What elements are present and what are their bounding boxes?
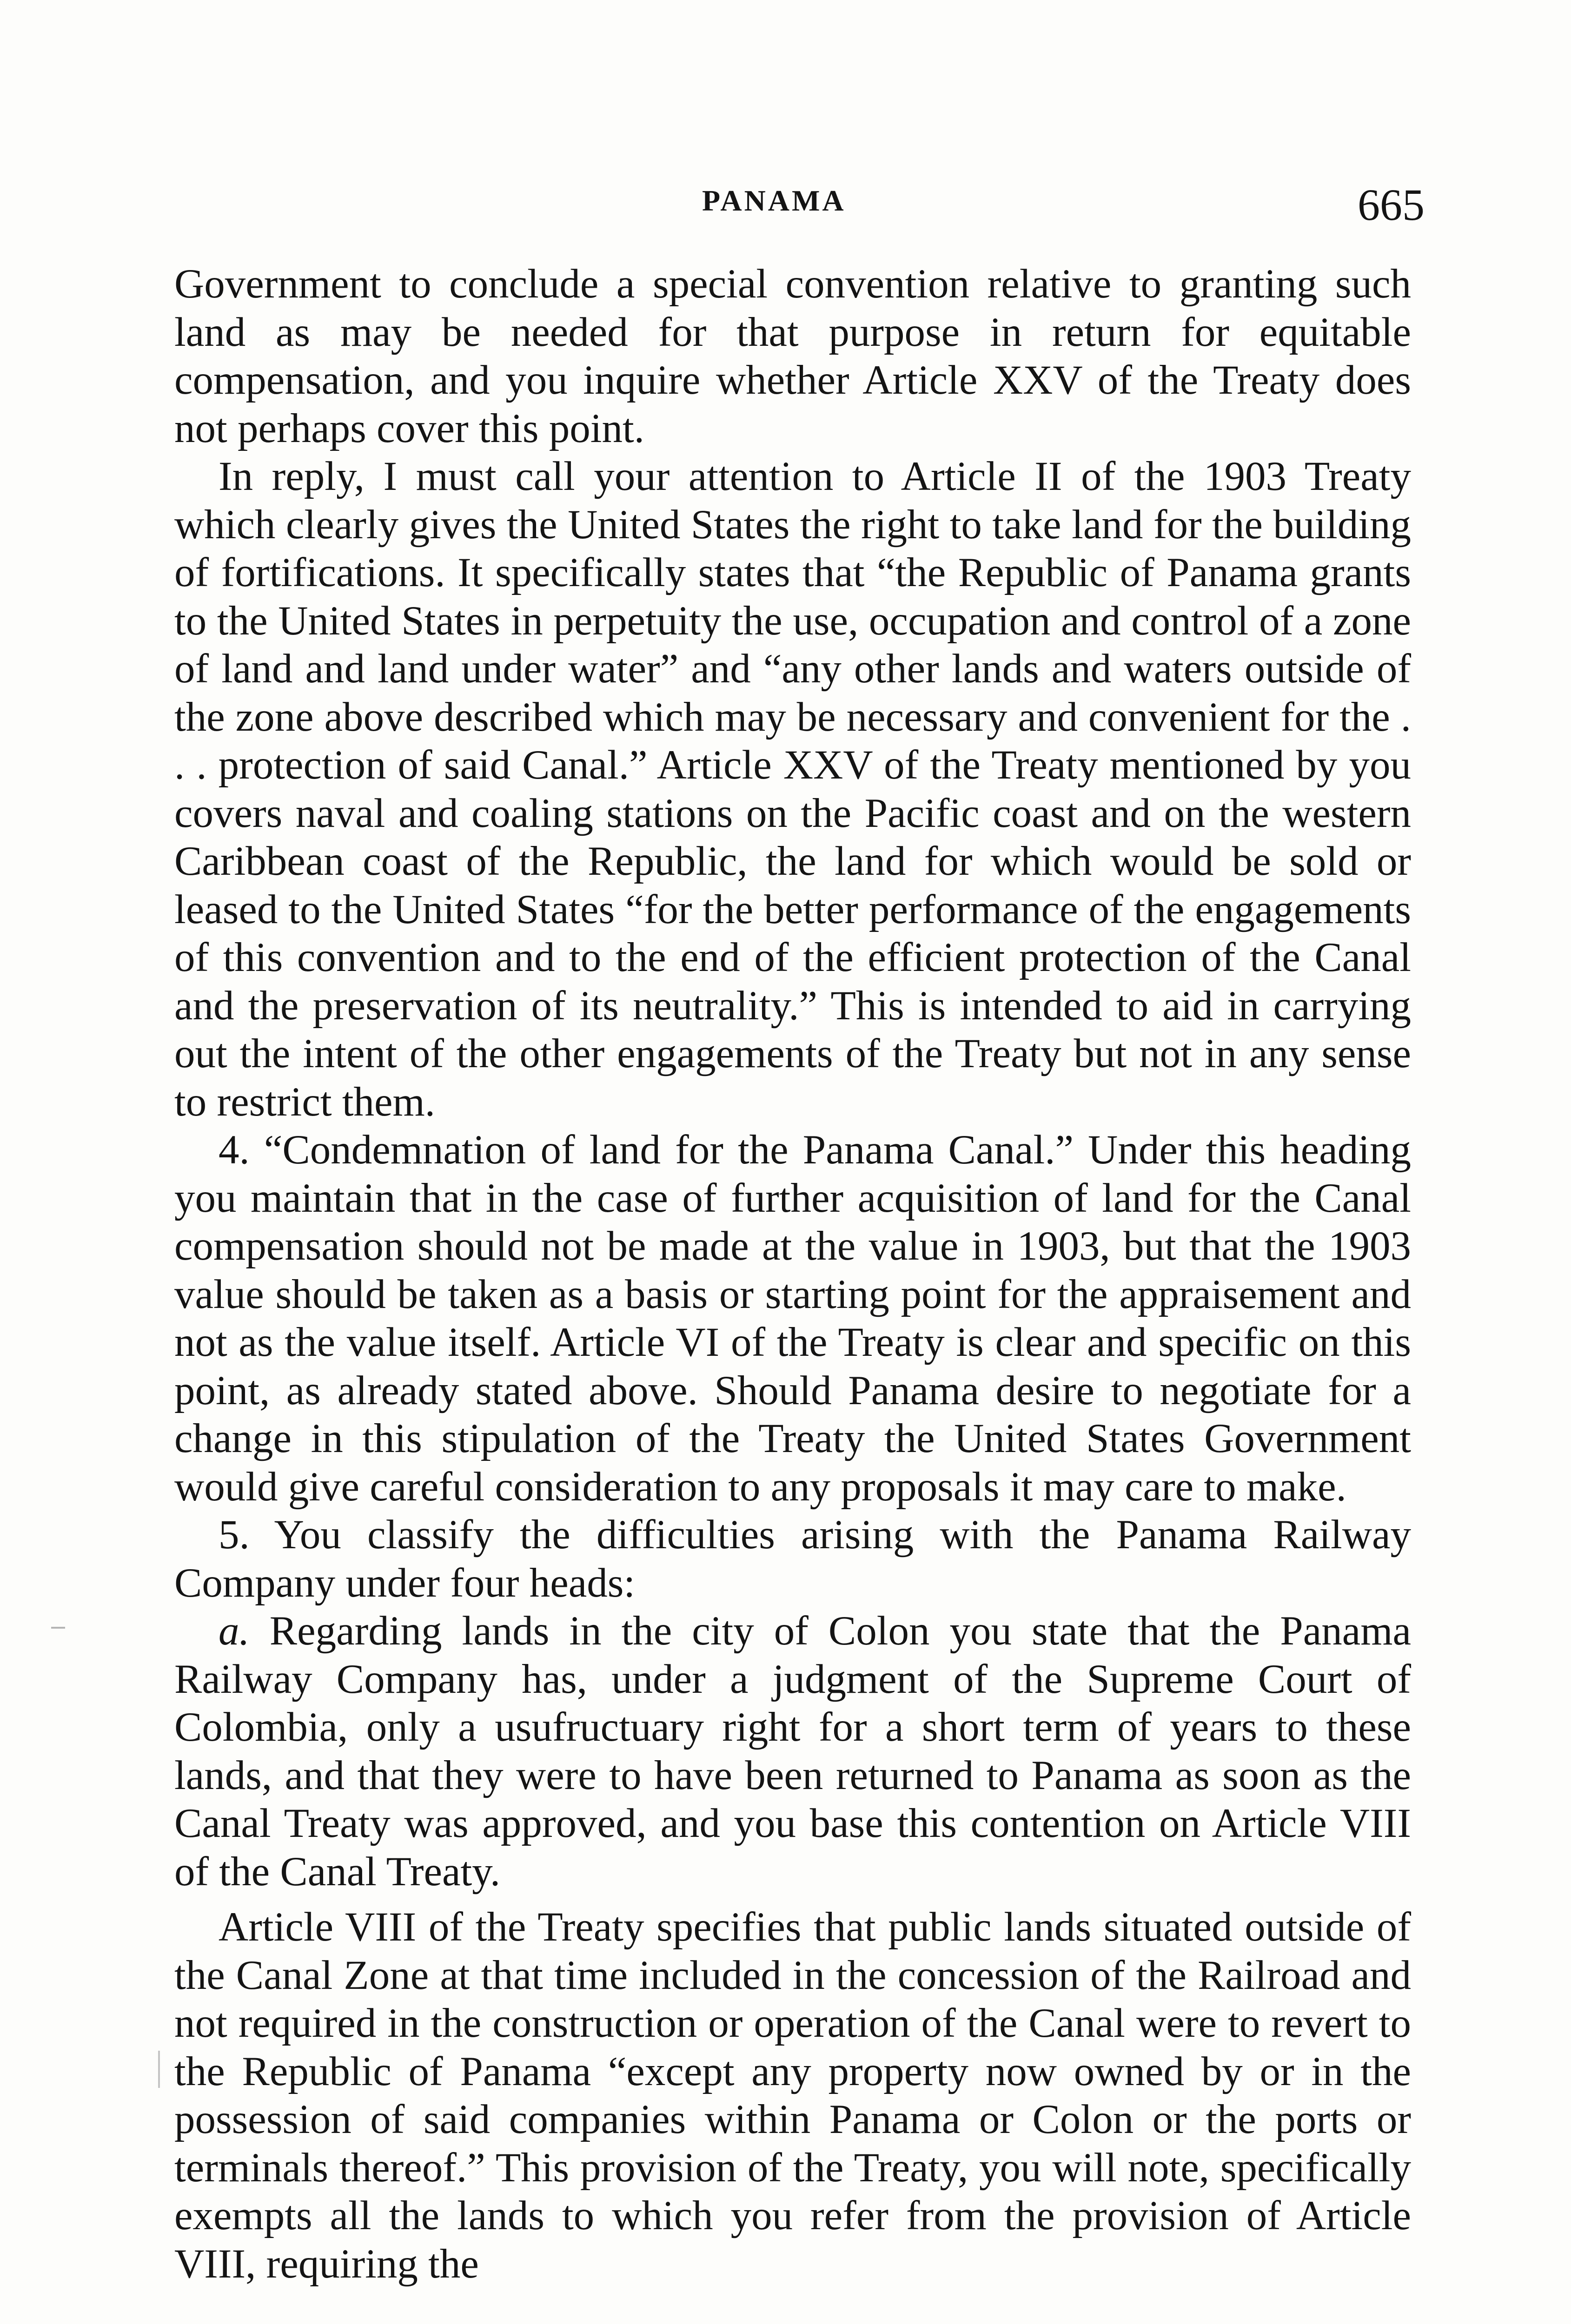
- paragraph-continuation: Government to conclude a special convention relative to granting such land as may be needed for that purpose in return for equitable compensation, and you inquire whether Article XXV of the Treaty does not perhaps cover this point.: [174, 261, 1411, 451]
- paragraph-reply: In reply, I must call your attention to Article II of the 1903 Treaty which clearly gives the United States the right to take land for the building of fortifications. It specifically states that “the Republic of Panama grants to the United States in perpetuity the use, occupation and control of a zone of land and land under water” and “any other lands and waters outside of the zone above described which may be necessary and convenient for the . . . protection of said Canal.” Article XXV of the Treaty mentioned by you covers naval and coaling stations on the Pacific coast and on the western Caribbean coast of the Republic, the land for which would be sold or leased to the United States “for the better performance of the engagements of this convention and to the end of the efficient protection of the Canal and the preservation of its neutrality.” This is intended to aid in carrying out the intent of the other engagements of the Treaty but not in any sense to restrict them.: [174, 454, 1411, 1125]
- paragraph-railway-heads: 5. You classify the difficulties arising with the Panama Railway Company under four heads:: [174, 1512, 1411, 1606]
- list-marker: a.: [219, 1608, 250, 1654]
- paragraph-condemnation: 4. “Condemnation of land for the Panama Canal.” Under this heading you maintain that in the case of further acquisition of land for the Canal compensation should not be made at the value in 1903, but that the 1903 value should be taken as a basis or starting point for the appraisement and not as the value itself. Article VI of the Treaty is clear and specific on this point, as already stated above. Should Panama desire to negotiate for a change in this stipulation of the Treaty the United States Government would give careful consideration to any proposals it may care to make.: [174, 1127, 1411, 1510]
- paragraph-colon-lands-text: Regarding lands in the city of Colon you state that the Panama Railway Company has, under a judgment of the Supreme Court of Colombia, only a usufructuary right for a short term of years to these lands, and that they were to have been returned to Panama as soon as the Canal Treaty was approved, and you base this contention on Article VIII of the Canal Treaty.: [174, 1608, 1411, 1895]
- paragraph-colon-lands: [174, 1607, 1411, 1896]
- body-text: [174, 260, 1411, 2288]
- running-head: PANAMA: [702, 184, 846, 217]
- margin-mark: [51, 1627, 65, 1629]
- paragraph-article-viii: Article VIII of the Treaty specifies that public lands situated outside of the Canal Zone at that time included in the concession of the Railroad and not required in the construction or operation of the Canal were to revert to the Republic of Panama “except any property now owned by or in the possession of said companies within Panama or Colon or the ports or terminals thereof.” This provision of the Treaty, you will note, specifically exempts all the lands to which you refer from the provision of Article VIII, requiring the: [174, 1904, 1411, 2287]
- page-number: 665: [1358, 180, 1425, 230]
- margin-tick: [158, 2051, 160, 2088]
